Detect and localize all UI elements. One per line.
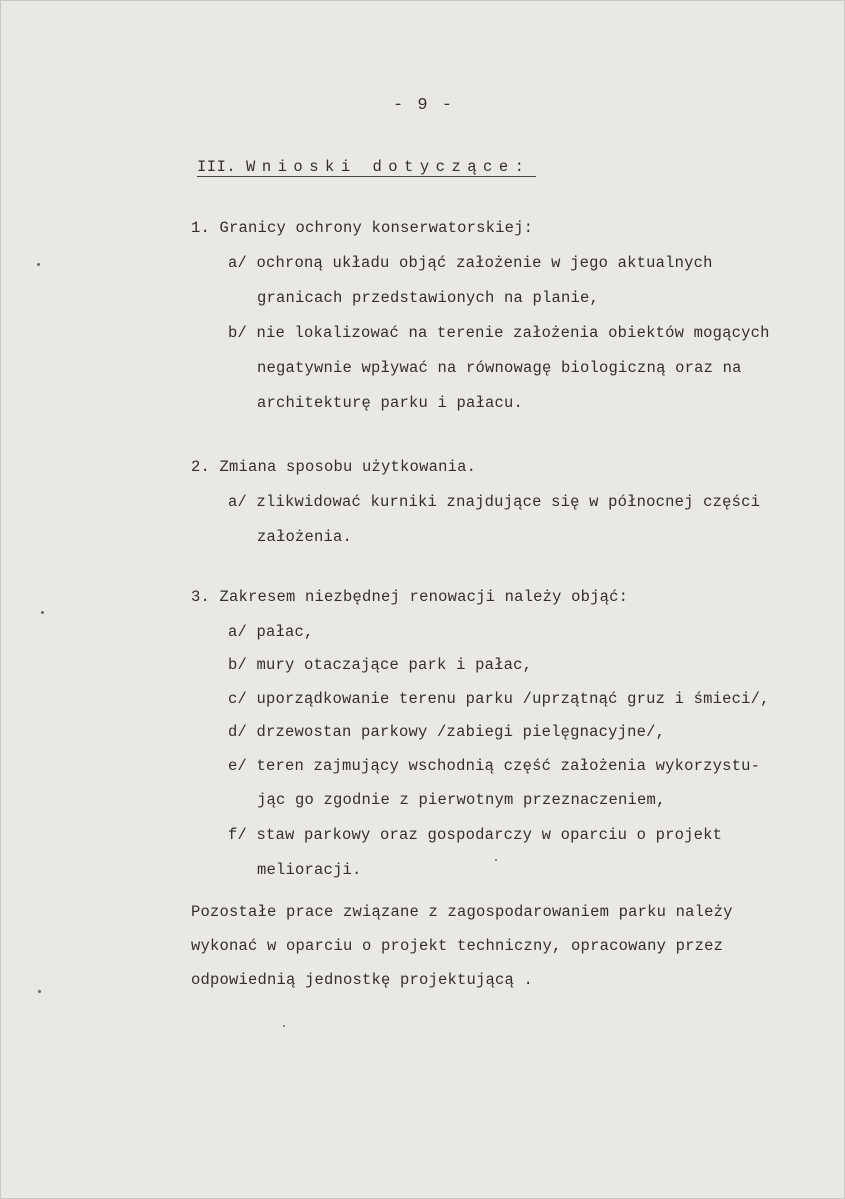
list-item <box>228 656 532 674</box>
item-letter: c/ <box>228 690 248 708</box>
item-text: mury otaczające park i pałac, <box>256 656 533 674</box>
section-heading <box>197 158 536 177</box>
section-3 <box>191 588 628 606</box>
item-continuation: założenia. <box>257 528 353 546</box>
section-title: Granicy ochrony konserwatorskiej: <box>219 219 534 237</box>
item-letter: f/ <box>228 826 248 844</box>
scan-speck <box>495 859 497 861</box>
item-text: teren zajmujący wschodnią część założenia wykorzystu- <box>256 757 761 775</box>
item-continuation: jąc go zgodnie z pierwotnym przeznaczeniem, <box>257 791 666 809</box>
list-item <box>228 723 665 741</box>
item-letter: b/ <box>228 656 248 674</box>
list-item <box>228 757 760 775</box>
item-letter: e/ <box>228 757 248 775</box>
item-letter: a/ <box>228 623 248 641</box>
section-2 <box>191 458 476 476</box>
item-text: drzewostan parkowy /zabiegi pielęgnacyjne/, <box>256 723 666 741</box>
scan-speck <box>37 263 40 266</box>
item-letter: d/ <box>228 723 248 741</box>
section-title: Zakresem niezbędnej renowacji należy objąć: <box>219 588 629 606</box>
list-item <box>228 623 314 641</box>
item-text: uporządkowanie terenu parku /uprzątnąć gruz i śmieci/, <box>256 690 770 708</box>
section-number: 3. <box>191 588 211 606</box>
item-continuation: granicach przedstawionych na planie, <box>257 289 600 307</box>
section-number: 2. <box>191 458 211 476</box>
item-letter: a/ <box>228 493 248 511</box>
closing-line: wykonać w oparciu o projekt techniczny, opracowany przez <box>191 937 724 955</box>
section-1 <box>191 219 533 237</box>
item-continuation: architekturę parku i pałacu. <box>257 394 524 412</box>
closing-line: odpowiednią jednostkę projektującą . <box>191 971 534 989</box>
item-letter: a/ <box>228 254 248 272</box>
item-text: nie lokalizować na terenie założenia obiektów mogących <box>256 324 770 342</box>
section-title: Zmiana sposobu użytkowania. <box>219 458 477 476</box>
list-item <box>228 690 770 708</box>
scan-speck <box>38 990 41 993</box>
item-text: ochroną układu objąć założenie w jego aktualnych <box>256 254 713 272</box>
item-letter: b/ <box>228 324 248 342</box>
list-item <box>228 254 713 272</box>
section-number: 1. <box>191 219 211 237</box>
closing-line: Pozostałe prace związane z zagospodarowaniem parku należy <box>191 903 733 921</box>
item-continuation: melioracji. <box>257 861 362 879</box>
list-item <box>228 826 722 844</box>
scan-speck <box>283 1025 285 1027</box>
item-text: staw parkowy oraz gospodarczy w oparciu o projekt <box>256 826 723 844</box>
item-text: zlikwidować kurniki znajdujące się w północnej części <box>256 493 761 511</box>
item-text: pałac, <box>256 623 314 641</box>
list-item <box>228 324 770 342</box>
list-item <box>228 493 760 511</box>
item-continuation: negatywnie wpływać na równowagę biologiczną oraz na <box>257 359 742 377</box>
heading-prefix: III. <box>197 158 237 176</box>
heading-text: Wnioski dotyczące: <box>246 158 531 176</box>
page-number: - 9 - <box>393 96 455 115</box>
scan-speck <box>41 611 44 614</box>
